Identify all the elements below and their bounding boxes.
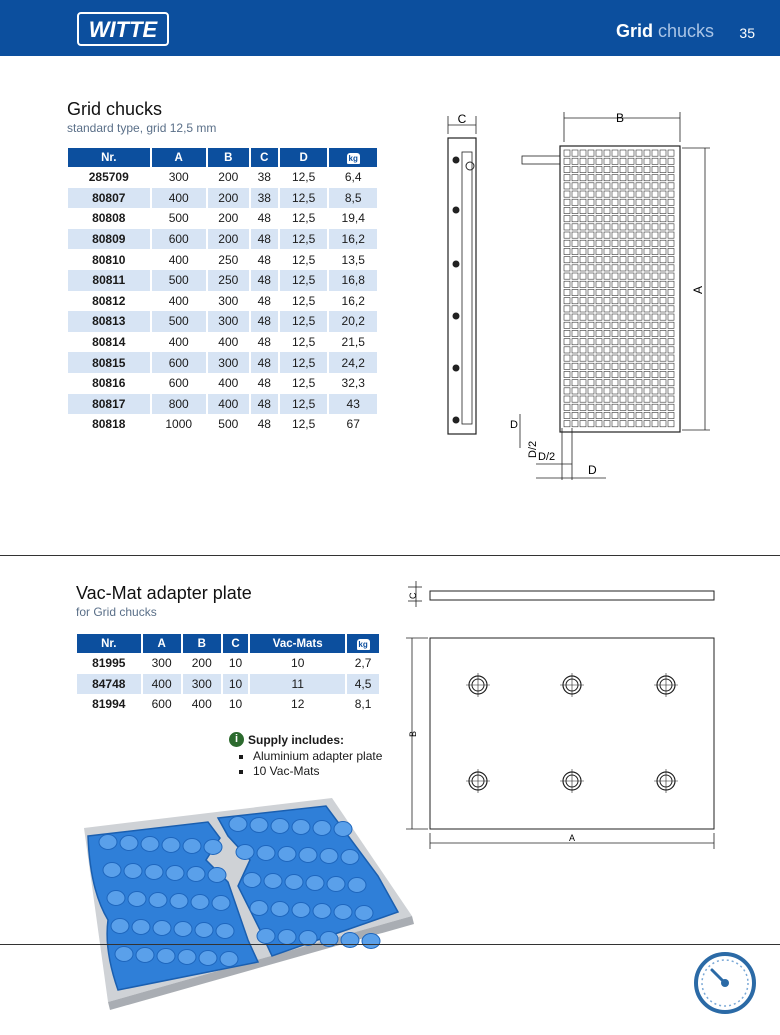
- article-number: 80812: [92, 293, 126, 308]
- table-cell: 12,5: [291, 170, 316, 185]
- table-cell: 8,5: [329, 188, 377, 209]
- table-cell: 400: [168, 335, 189, 350]
- article-number: 285709: [88, 170, 129, 185]
- table-cell: 13,5: [341, 252, 365, 267]
- table-row: [77, 674, 379, 695]
- table-cell: 6,4: [344, 170, 362, 185]
- table-cell: 600: [152, 229, 206, 250]
- supply-item: ▪ 10 Vac-Mats: [253, 764, 382, 778]
- footer-divider: [0, 944, 780, 945]
- vac-mat-subtitle: for Grid chucks: [76, 605, 157, 619]
- table-cell: 200: [208, 188, 249, 209]
- info-icon: i: [229, 732, 244, 747]
- table-cell: 250: [208, 270, 249, 291]
- vacmat-header-c: C: [223, 634, 248, 653]
- table-cell: 19,4: [341, 211, 365, 226]
- table-cell: 48: [251, 311, 278, 332]
- table-cell: 300: [168, 170, 189, 185]
- table-cell: 400: [208, 394, 249, 415]
- weight-kg-icon: [329, 148, 377, 167]
- grid-chucks-table: [66, 148, 379, 435]
- table-cell: 500: [168, 211, 189, 226]
- table-cell: 200: [191, 656, 212, 671]
- dim-c-label-2: C: [408, 592, 418, 599]
- article-number: 80811: [68, 270, 150, 291]
- dim-a-label-2: A: [568, 833, 576, 843]
- table-cell: 67: [346, 417, 360, 432]
- table-cell: 12: [291, 697, 305, 712]
- table-cell: 200: [208, 229, 249, 250]
- table-row: [68, 352, 377, 373]
- table-cell: 2,7: [354, 656, 372, 671]
- table-cell: 38: [251, 188, 278, 209]
- table-cell: 300: [183, 674, 221, 695]
- grid-header-d: D: [280, 148, 328, 167]
- table-cell: 20,2: [329, 311, 377, 332]
- header-title-bold: Grid: [615, 21, 653, 41]
- vacmat-header-nr: Nr.: [77, 634, 141, 653]
- weight-icon-text: kg: [358, 639, 368, 649]
- table-cell: 11: [250, 674, 345, 695]
- vac-mat-table: [75, 634, 381, 715]
- table-cell: 10: [223, 674, 248, 695]
- table-cell: 48: [257, 335, 271, 350]
- article-number: 80807: [68, 188, 150, 209]
- article-number: 81995: [92, 656, 126, 671]
- table-cell: 300: [151, 656, 172, 671]
- grid-chucks-title: Grid chucks: [67, 99, 163, 119]
- table-cell: 500: [152, 270, 206, 291]
- witte-logo: [76, 11, 170, 47]
- table-cell: 43: [329, 394, 377, 415]
- vac-mat-photo: [78, 790, 414, 1016]
- table-cell: 600: [152, 352, 206, 373]
- article-number: 80817: [68, 394, 150, 415]
- table-cell: 400: [218, 376, 239, 391]
- table-cell: 10: [228, 656, 243, 671]
- table-row: [77, 694, 379, 715]
- article-number: 80813: [68, 311, 150, 332]
- vacmat-header-b: B: [183, 634, 221, 653]
- table-cell: 12,5: [280, 229, 328, 250]
- table-cell: 250: [218, 252, 239, 267]
- table-row: [68, 291, 377, 312]
- page-number: 35: [739, 25, 755, 41]
- table-cell: 12,5: [280, 394, 328, 415]
- dim-d-half-label-2: D/2: [538, 451, 556, 463]
- vacmat-header-vac-mats: Vac-Mats: [250, 634, 345, 653]
- article-number: 80818: [92, 417, 126, 432]
- table-cell: 500: [218, 417, 239, 432]
- supply-list: [229, 749, 382, 778]
- table-row: [68, 229, 377, 250]
- table-cell: 12,5: [291, 211, 316, 226]
- table-cell: 400: [143, 674, 181, 695]
- table-cell: 12,5: [280, 270, 328, 291]
- dim-d-label-2: D: [588, 463, 597, 477]
- table-cell: 48: [257, 252, 271, 267]
- article-number: 80808: [92, 211, 126, 226]
- table-cell: 8,1: [354, 697, 372, 712]
- dim-c-label: C: [457, 112, 467, 126]
- vac-mat-plate-drawing: [402, 577, 724, 852]
- grid-header-a: A: [152, 148, 206, 167]
- table-cell: 32,3: [341, 376, 365, 391]
- table-cell: 12,5: [280, 352, 328, 373]
- table-cell: 48: [251, 270, 278, 291]
- table-cell: 400: [168, 293, 189, 308]
- dim-b-label-2: B: [408, 730, 418, 737]
- table-cell: 12,5: [291, 417, 316, 432]
- grid-header-nr: Nr.: [68, 148, 150, 167]
- table-cell: 48: [257, 211, 271, 226]
- table-cell: 400: [218, 335, 239, 350]
- grid-chuck-top-view: [510, 108, 722, 488]
- table-row: [68, 167, 377, 188]
- table-cell: 400: [191, 697, 212, 712]
- table-cell: 800: [152, 394, 206, 415]
- table-cell: 300: [208, 352, 249, 373]
- table-cell: 12,5: [280, 188, 328, 209]
- article-number: 80814: [92, 335, 126, 350]
- table-cell: 16,2: [329, 229, 377, 250]
- dim-d-half-label: D/2: [527, 440, 539, 458]
- table-cell: 10: [228, 697, 243, 712]
- vacmat-header-a: A: [143, 634, 181, 653]
- table-row: [68, 332, 377, 353]
- table-cell: 200: [218, 170, 239, 185]
- table-cell: 12,5: [291, 252, 316, 267]
- table-row: [68, 249, 377, 270]
- dim-b-label: B: [615, 111, 625, 125]
- table-row: [68, 414, 377, 435]
- table-cell: 400: [152, 188, 206, 209]
- header-title: [616, 21, 714, 42]
- table-cell: 38: [257, 170, 271, 185]
- grid-header-c: C: [251, 148, 278, 167]
- table-cell: 400: [168, 252, 189, 267]
- table-row: [68, 208, 377, 229]
- table-cell: 600: [168, 376, 189, 391]
- table-cell: 16,2: [341, 293, 365, 308]
- article-number: 80816: [92, 376, 126, 391]
- table-cell: 48: [251, 394, 278, 415]
- supply-item: ▪ Aluminium adapter plate: [253, 749, 382, 763]
- logo-text: WITTE: [88, 17, 158, 42]
- table-cell: 4,5: [347, 674, 379, 695]
- table-cell: 48: [251, 352, 278, 373]
- grid-header-b: B: [208, 148, 249, 167]
- table-cell: 500: [152, 311, 206, 332]
- dim-d-label: D: [510, 419, 518, 431]
- weight-kg-icon: [347, 634, 379, 653]
- table-cell: 1000: [165, 417, 193, 432]
- table-cell: 24,2: [329, 352, 377, 373]
- table-cell: 300: [208, 311, 249, 332]
- table-row: [68, 394, 377, 415]
- table-row: [77, 653, 379, 674]
- table-cell: 600: [151, 697, 172, 712]
- article-number: 84748: [77, 674, 141, 695]
- grid-chucks-subtitle: standard type, grid 12,5 mm: [67, 121, 217, 135]
- table-cell: 12,5: [280, 311, 328, 332]
- article-number: 80809: [68, 229, 150, 250]
- table-cell: 300: [218, 293, 239, 308]
- pressure-gauge-icon: [692, 950, 758, 1016]
- header-title-light: chucks: [657, 21, 714, 41]
- grid-chuck-side-view: [440, 108, 486, 440]
- table-cell: 12,5: [291, 293, 316, 308]
- table-row: [68, 270, 377, 291]
- table-cell: 200: [218, 211, 239, 226]
- table-cell: 48: [257, 293, 271, 308]
- vac-mat-title: Vac-Mat adapter plate: [76, 583, 252, 603]
- table-cell: 48: [257, 376, 271, 391]
- supply-info: [229, 732, 382, 779]
- table-cell: 12,5: [291, 335, 316, 350]
- article-number: 81994: [92, 697, 126, 712]
- article-number: 80810: [92, 252, 126, 267]
- table-row: [68, 188, 377, 209]
- table-cell: 48: [251, 229, 278, 250]
- table-row: [68, 311, 377, 332]
- table-row: [68, 373, 377, 394]
- table-cell: 12,5: [291, 376, 316, 391]
- article-number: 80815: [68, 352, 150, 373]
- table-cell: 16,8: [329, 270, 377, 291]
- dim-a-label: A: [691, 285, 705, 295]
- supply-heading: Supply includes:: [248, 732, 345, 747]
- section-divider: [0, 555, 780, 556]
- table-cell: 48: [257, 417, 271, 432]
- table-cell: 21,5: [341, 335, 365, 350]
- table-cell: 10: [291, 656, 305, 671]
- weight-icon-text: kg: [348, 153, 358, 163]
